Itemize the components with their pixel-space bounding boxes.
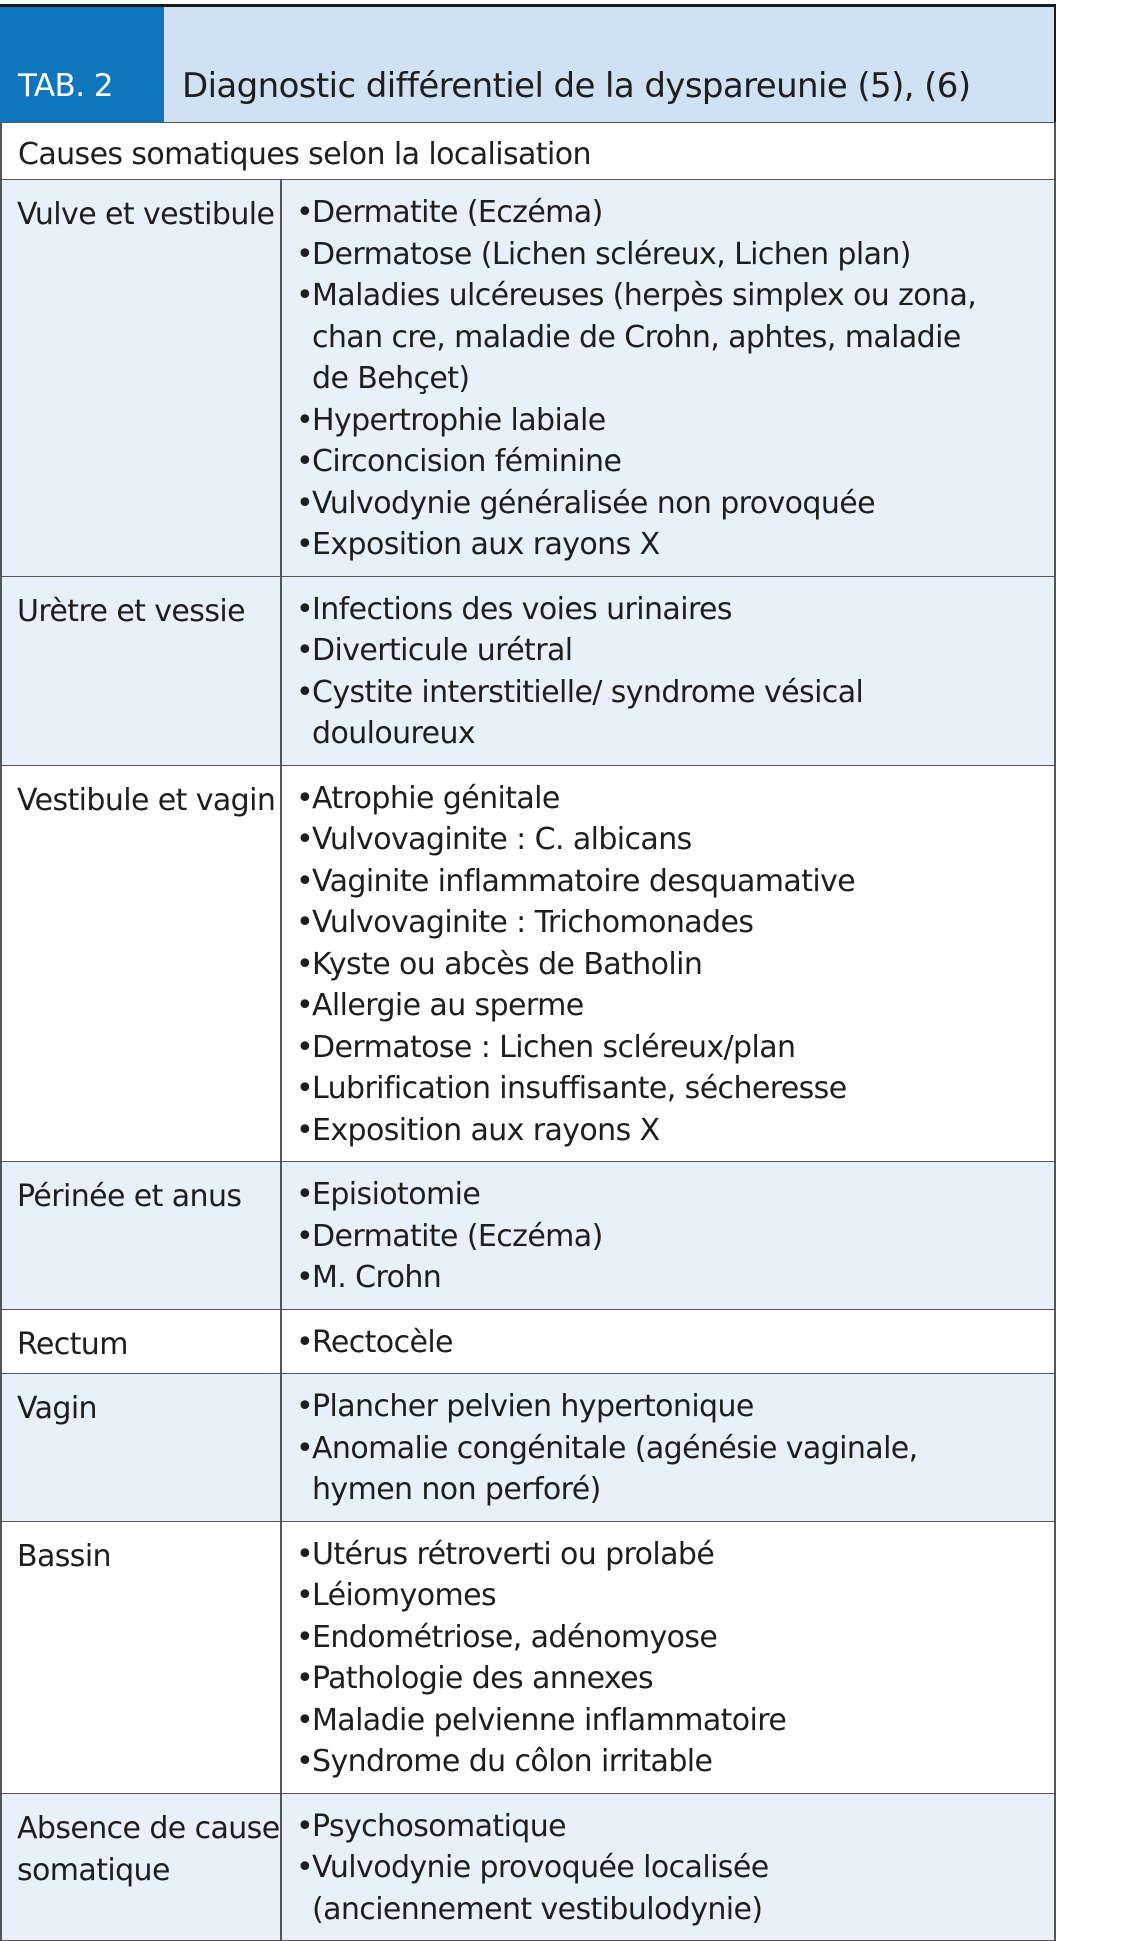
- differential-diagnosis-table: [0, 4, 1056, 1941]
- cause-list-item: [296, 1110, 1054, 1152]
- cause-list-item: [296, 1575, 1054, 1617]
- cause-list-item: [296, 778, 1054, 820]
- causes-cell: [282, 766, 1054, 1162]
- bullet-icon: •: [296, 1386, 312, 1428]
- bullet-icon: •: [296, 1806, 312, 1848]
- table-row: [0, 1794, 1056, 1941]
- table-row: [0, 1522, 1056, 1794]
- location-cell: Vulve et vestibule: [2, 180, 282, 576]
- cause-text: Allergie au sperme: [312, 985, 1054, 1027]
- cause-list-item: [296, 441, 1054, 483]
- cause-text: Maladies ulcéreuses (herpès simplex ou zona, chan cre, maladie de Crohn, aphtes, maladie de Behçet): [312, 275, 1054, 400]
- table-subheader: Causes somatiques selon la localisation: [0, 122, 1056, 180]
- cause-list-item: [296, 1534, 1054, 1576]
- cause-text: Lubrification insuffisante, sécheresse: [312, 1068, 1054, 1110]
- bullet-icon: •: [296, 985, 312, 1027]
- causes-cell: [282, 180, 1054, 576]
- bullet-icon: •: [296, 778, 312, 820]
- bullet-icon: •: [296, 630, 312, 672]
- cause-text: Endométriose, adénomyose: [312, 1617, 1054, 1659]
- cause-list-item: [296, 944, 1054, 986]
- cause-text: Exposition aux rayons X: [312, 524, 1054, 566]
- cause-text: Cystite interstitielle/ syndrome vésical douloureux: [312, 672, 1054, 755]
- table-number-label: TAB. 2: [0, 7, 164, 122]
- bullet-icon: •: [296, 1575, 312, 1617]
- causes-cell: [282, 1310, 1054, 1374]
- causes-cell: [282, 1522, 1054, 1793]
- bullet-icon: •: [296, 1110, 312, 1152]
- cause-list-item: [296, 1216, 1054, 1258]
- bullet-icon: •: [296, 1658, 312, 1700]
- bullet-icon: •: [296, 1428, 312, 1511]
- cause-text: Dermatite (Eczéma): [312, 1216, 1054, 1258]
- location-cell: Absence de cause somatique: [2, 1794, 282, 1941]
- cause-text: Vulvovaginite : C. albicans: [312, 819, 1054, 861]
- location-cell: Urètre et vessie: [2, 577, 282, 765]
- table-row: [0, 1374, 1056, 1522]
- cause-text: Kyste ou abcès de Batholin: [312, 944, 1054, 986]
- cause-text: Diverticule urétral: [312, 630, 1054, 672]
- bullet-icon: •: [296, 234, 312, 276]
- location-cell: Vestibule et vagin: [2, 766, 282, 1162]
- bullet-icon: •: [296, 441, 312, 483]
- table-row: [0, 766, 1056, 1163]
- table-row: [0, 1162, 1056, 1310]
- cause-list-item: [296, 1428, 1054, 1511]
- causes-cell: [282, 1162, 1054, 1309]
- table-body: [0, 180, 1056, 1941]
- bullet-icon: •: [296, 1534, 312, 1576]
- cause-text: Hypertrophie labiale: [312, 400, 1054, 442]
- cause-list-item: [296, 234, 1054, 276]
- cause-list-item: [296, 861, 1054, 903]
- cause-text: Plancher pelvien hypertonique: [312, 1386, 1054, 1428]
- location-cell: Périnée et anus: [2, 1162, 282, 1309]
- cause-list-item: [296, 1027, 1054, 1069]
- cause-list-item: [296, 400, 1054, 442]
- bullet-icon: •: [296, 1741, 312, 1783]
- bullet-icon: •: [296, 524, 312, 566]
- bullet-icon: •: [296, 1027, 312, 1069]
- cause-text: Episiotomie: [312, 1174, 1054, 1216]
- cause-text: Vulvodynie généralisée non provoquée: [312, 483, 1054, 525]
- cause-text: Maladie pelvienne inflammatoire: [312, 1700, 1054, 1742]
- causes-cell: [282, 577, 1054, 765]
- cause-list-item: [296, 1322, 1054, 1364]
- bullet-icon: •: [296, 192, 312, 234]
- cause-list-item: [296, 1847, 1054, 1930]
- cause-text: Infections des voies urinaires: [312, 589, 1054, 631]
- cause-text: Psychosomatique: [312, 1806, 1054, 1848]
- bullet-icon: •: [296, 1068, 312, 1110]
- bullet-icon: •: [296, 1700, 312, 1742]
- table-row: [0, 577, 1056, 766]
- bullet-icon: •: [296, 1847, 312, 1930]
- table-row: [0, 1310, 1056, 1375]
- cause-text: Vaginite inflammatoire desquamative: [312, 861, 1054, 903]
- cause-list-item: [296, 1386, 1054, 1428]
- bullet-icon: •: [296, 275, 312, 400]
- cause-list-item: [296, 1741, 1054, 1783]
- bullet-icon: •: [296, 589, 312, 631]
- bullet-icon: •: [296, 902, 312, 944]
- cause-list-item: [296, 275, 1054, 400]
- cause-list-item: [296, 1174, 1054, 1216]
- cause-text: M. Crohn: [312, 1257, 1054, 1299]
- table-header: [0, 4, 1056, 122]
- table-title: Diagnostic différentiel de la dyspareunie (5), (6): [164, 7, 1054, 122]
- cause-list-item: [296, 524, 1054, 566]
- cause-list-item: [296, 192, 1054, 234]
- bullet-icon: •: [296, 1617, 312, 1659]
- cause-list-item: [296, 1257, 1054, 1299]
- cause-list-item: [296, 1658, 1054, 1700]
- location-cell: Rectum: [2, 1310, 282, 1374]
- cause-list-item: [296, 1700, 1054, 1742]
- cause-text: Dermatose (Lichen scléreux, Lichen plan): [312, 234, 1054, 276]
- cause-text: Circoncision féminine: [312, 441, 1054, 483]
- cause-text: Vulvodynie provoquée localisée (anciennement vestibulodynie): [312, 1847, 1054, 1930]
- bullet-icon: •: [296, 819, 312, 861]
- cause-text: Rectocèle: [312, 1322, 1054, 1364]
- cause-text: Exposition aux rayons X: [312, 1110, 1054, 1152]
- table-row: [0, 180, 1056, 577]
- causes-cell: [282, 1794, 1054, 1941]
- cause-text: Dermatose : Lichen scléreux/plan: [312, 1027, 1054, 1069]
- location-cell: Bassin: [2, 1522, 282, 1793]
- bullet-icon: •: [296, 672, 312, 755]
- cause-text: Dermatite (Eczéma): [312, 192, 1054, 234]
- location-cell: Vagin: [2, 1374, 282, 1521]
- bullet-icon: •: [296, 944, 312, 986]
- cause-list-item: [296, 672, 1054, 755]
- cause-list-item: [296, 1068, 1054, 1110]
- cause-list-item: [296, 819, 1054, 861]
- bullet-icon: •: [296, 400, 312, 442]
- cause-list-item: [296, 1806, 1054, 1848]
- cause-list-item: [296, 902, 1054, 944]
- cause-text: Utérus rétroverti ou prolabé: [312, 1534, 1054, 1576]
- cause-text: Pathologie des annexes: [312, 1658, 1054, 1700]
- causes-cell: [282, 1374, 1054, 1521]
- cause-list-item: [296, 630, 1054, 672]
- bullet-icon: •: [296, 1174, 312, 1216]
- cause-list-item: [296, 985, 1054, 1027]
- cause-list-item: [296, 589, 1054, 631]
- cause-text: Syndrome du côlon irritable: [312, 1741, 1054, 1783]
- bullet-icon: •: [296, 1216, 312, 1258]
- cause-text: Léiomyomes: [312, 1575, 1054, 1617]
- cause-list-item: [296, 1617, 1054, 1659]
- cause-text: Anomalie congénitale (agénésie vaginale, hymen non perforé): [312, 1428, 1054, 1511]
- cause-text: Atrophie génitale: [312, 778, 1054, 820]
- bullet-icon: •: [296, 861, 312, 903]
- cause-list-item: [296, 483, 1054, 525]
- bullet-icon: •: [296, 1257, 312, 1299]
- bullet-icon: •: [296, 1322, 312, 1364]
- bullet-icon: •: [296, 483, 312, 525]
- cause-text: Vulvovaginite : Trichomonades: [312, 902, 1054, 944]
